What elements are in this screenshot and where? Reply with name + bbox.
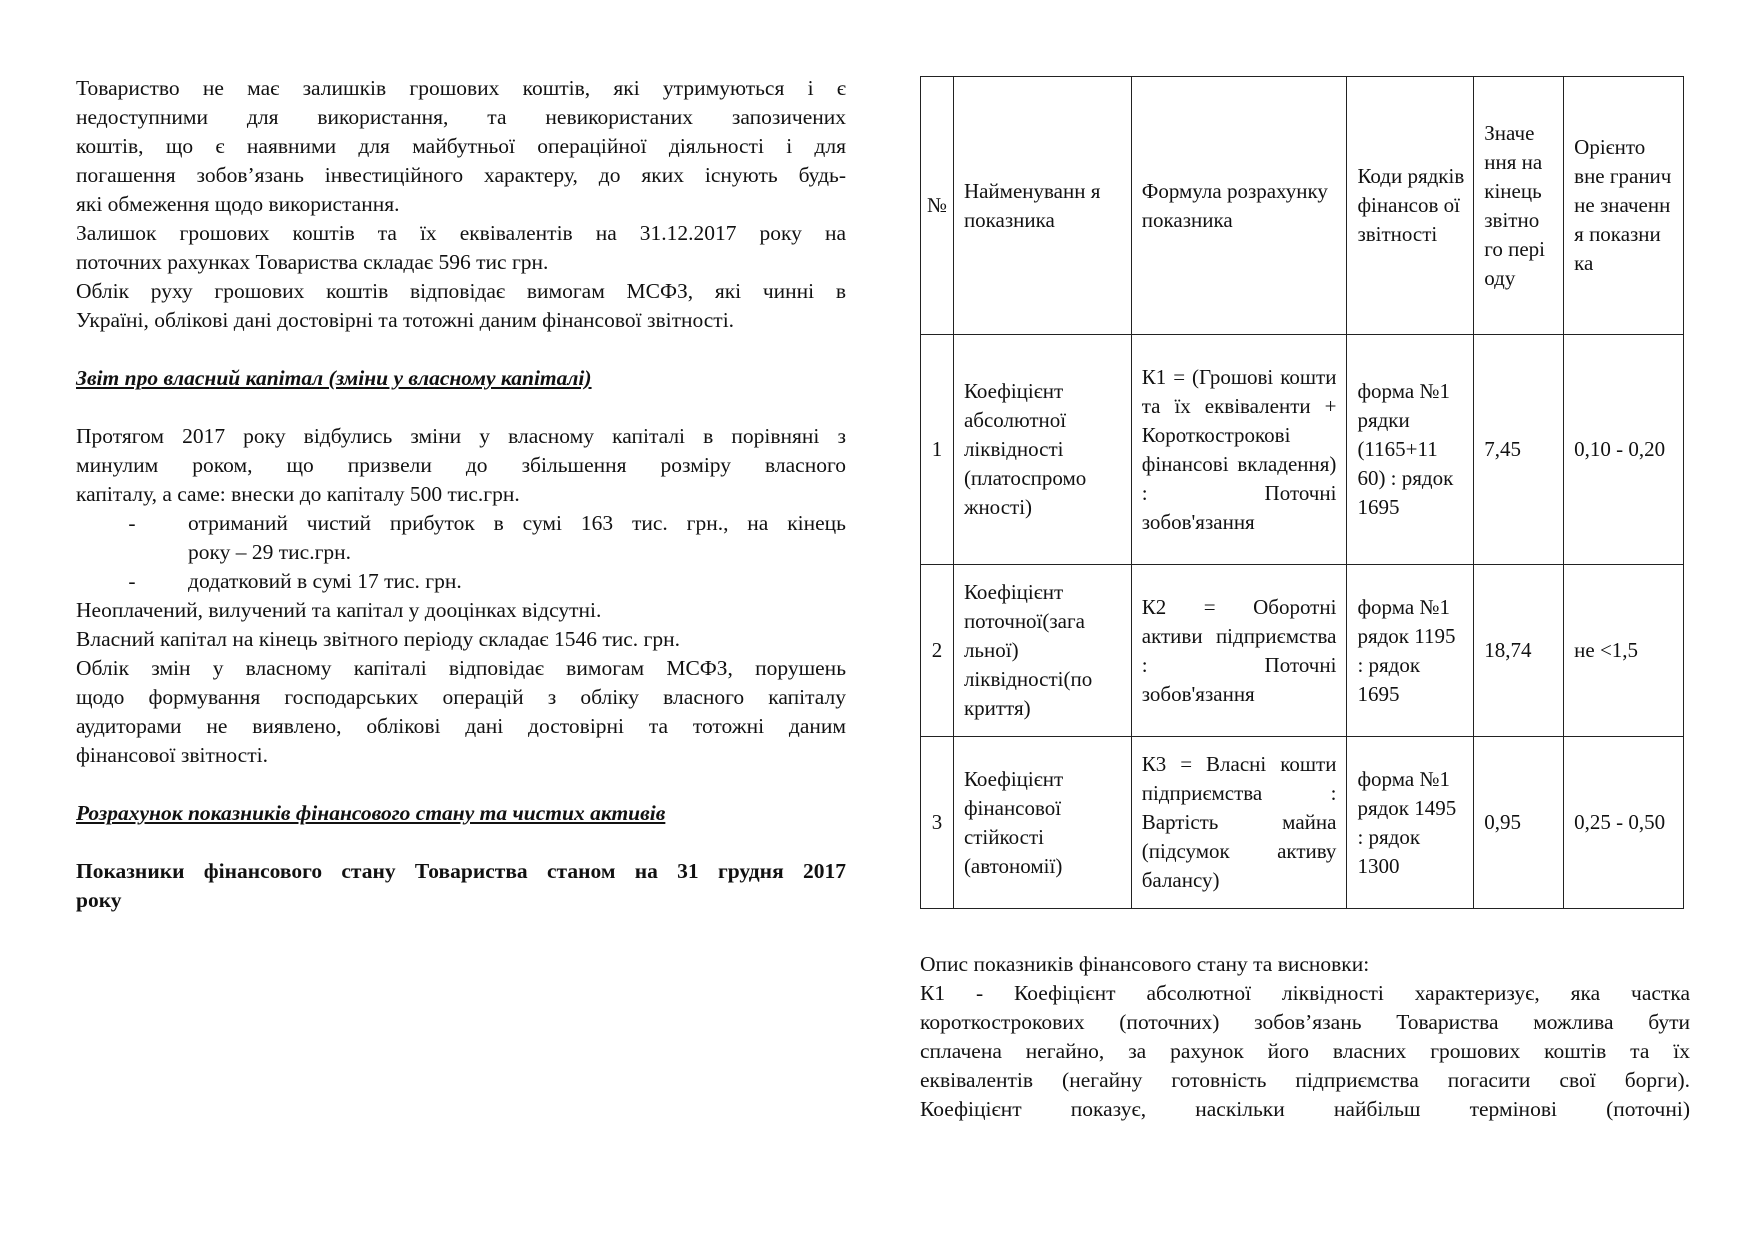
- bullet-dash: -: [128, 569, 136, 593]
- right-column-text: [920, 950, 1690, 1124]
- text-line: капіталу, а саме: внески до капіталу 500 тис.грн.: [76, 482, 520, 506]
- text-line: Облік змін у власному капіталі відповідає вимогам МСФЗ, порушень: [76, 656, 846, 680]
- indicators-table: [920, 76, 1684, 909]
- indicator-formula: К1 = (Грошові кошти та їх еквіваленти + Короткострокові фінансові вкладення) : Поточні зобов'язання: [1131, 335, 1347, 565]
- text-line: Україні, облікові дані достовірні та тотожні даним фінансової звітності.: [76, 308, 735, 332]
- text-line: коштів, що є наявними для майбутньої операційної діяльності і для: [76, 134, 846, 158]
- row-number: 3: [921, 737, 954, 909]
- row-number: 1: [921, 335, 954, 565]
- header-number: №: [921, 77, 954, 335]
- text-line: року – 29 тис.грн.: [188, 540, 352, 564]
- paragraph-description-title: Опис показників фінансового стану та висновки:: [920, 952, 1370, 976]
- indicator-codes: форма №1 рядки (1165+11 60) : рядок 1695: [1347, 335, 1474, 565]
- text-line: додатковий в сумі 17 тис. грн.: [188, 569, 462, 593]
- indicator-name: Коефіцієнт фінансової стійкості (автономії): [953, 737, 1131, 909]
- paragraph-unpaid-capital: Неоплачений, вилучений та капітал у дооцінках відсутні.: [76, 598, 602, 622]
- left-column: [76, 74, 846, 915]
- header-value: Значе ння на кінець звітно го пері оду: [1474, 77, 1564, 335]
- indicator-normative: 0,10 - 0,20: [1564, 335, 1684, 565]
- table-row: [921, 565, 1684, 737]
- text-line: минулим роком, що призвели до збільшення розміру власного: [76, 453, 846, 477]
- header-formula: Формула розрахунку показника: [1131, 77, 1347, 335]
- indicator-formula: К3 = Власні кошти підприємства : Вартість майна (підсумок активу балансу): [1131, 737, 1347, 909]
- paragraph-cash-balance: [76, 219, 846, 277]
- indicator-normative: не <1,5: [1564, 565, 1684, 737]
- indicator-codes: форма №1 рядок 1195 : рядок 1695: [1347, 565, 1474, 737]
- text-line: сплачена негайно, за рахунок його власних грошових коштів та їх: [920, 1039, 1690, 1063]
- text-line: Показники фінансового стану Товариства станом на 31 грудня 2017: [76, 859, 846, 883]
- text-line: фінансової звітності.: [76, 743, 268, 767]
- indicator-value: 7,45: [1474, 335, 1564, 565]
- text-line: щодо формування господарських операцій з обліку власного капіталу: [76, 685, 846, 709]
- header-indicator-name: Найменуванн я показника: [953, 77, 1131, 335]
- table-row: [921, 335, 1684, 565]
- paragraph-equity-accounting: [76, 654, 846, 770]
- indicator-value: 0,95: [1474, 737, 1564, 909]
- indicator-name: Коефіцієнт поточної(зага льної) ліквідності(по криття): [953, 565, 1131, 737]
- section-heading-calculation: Розрахунок показників фінансового стану та чистих активів: [76, 801, 666, 825]
- indicator-formula: К2 = Оборотні активи підприємства : Поточні зобов'язання: [1131, 565, 1347, 737]
- paragraph-k1-description: [920, 979, 1690, 1124]
- section-heading-indicators: [76, 857, 846, 915]
- paragraph-equity-total: Власний капітал на кінець звітного періоду складає 1546 тис. грн.: [76, 627, 680, 651]
- indicator-normative: 0,25 - 0,50: [1564, 737, 1684, 909]
- text-line: які обмеження щодо використання.: [76, 192, 400, 216]
- bullet-dash: -: [128, 511, 136, 535]
- indicator-codes: форма №1 рядок 1495 : рядок 1300: [1347, 737, 1474, 909]
- text-line: короткострокових (поточних) зобов’язань Товариства можлива бути: [920, 1010, 1690, 1034]
- text-line: еквівалентів (негайну готовність підприємства погасити свої борги).: [920, 1068, 1690, 1092]
- text-line: недоступними для використання, та невикористаних запозичених: [76, 105, 846, 129]
- text-line: К1 - Коефіцієнт абсолютної ліквідності характеризує, яка частка: [920, 981, 1690, 1005]
- text-line: Коефіцієнт показує, наскільки найбільш термінові (поточні): [920, 1097, 1690, 1121]
- text-line: поточних рахунках Товариства складає 596 тис грн.: [76, 250, 549, 274]
- indicator-value: 18,74: [1474, 565, 1564, 737]
- text-line: Залишок грошових коштів та їх еквівалентів на 31.12.2017 року на: [76, 221, 846, 245]
- text-line: аудиторами не виявлено, облікові дані достовірні та тотожні даним: [76, 714, 846, 738]
- header-report-codes: Коди рядків фінансов ої звітності: [1347, 77, 1474, 335]
- text-line: погашення зобов’язань інвестиційного характеру, до яких існують будь-: [76, 163, 846, 187]
- table-row: [921, 737, 1684, 909]
- text-line: Товариство не має залишків грошових коштів, які утримуються і є: [76, 76, 846, 100]
- list-item: [76, 567, 846, 596]
- text-line: Облік руху грошових коштів відповідає вимогам МСФЗ, які чинні в: [76, 279, 846, 303]
- section-heading-equity: Звіт про власний капітал (зміни у власному капіталі): [76, 366, 592, 390]
- text-line: отриманий чистий прибуток в сумі 163 тис. грн., на кінець: [188, 511, 846, 535]
- header-normative: Орієнто вне гранич не значенн я показни ка: [1564, 77, 1684, 335]
- row-number: 2: [921, 565, 954, 737]
- text-line: Протягом 2017 року відбулись зміни у власному капіталі в порівняні з: [76, 424, 846, 448]
- text-line: року: [76, 888, 122, 912]
- indicator-name: Коефіцієнт абсолютної ліквідності (платоспромо жності): [953, 335, 1131, 565]
- paragraph-cash-accounting: [76, 277, 846, 335]
- paragraph-cash-restrictions: [76, 74, 846, 219]
- table-header-row: [921, 77, 1684, 335]
- paragraph-equity-changes: [76, 422, 846, 509]
- list-item: [76, 509, 846, 567]
